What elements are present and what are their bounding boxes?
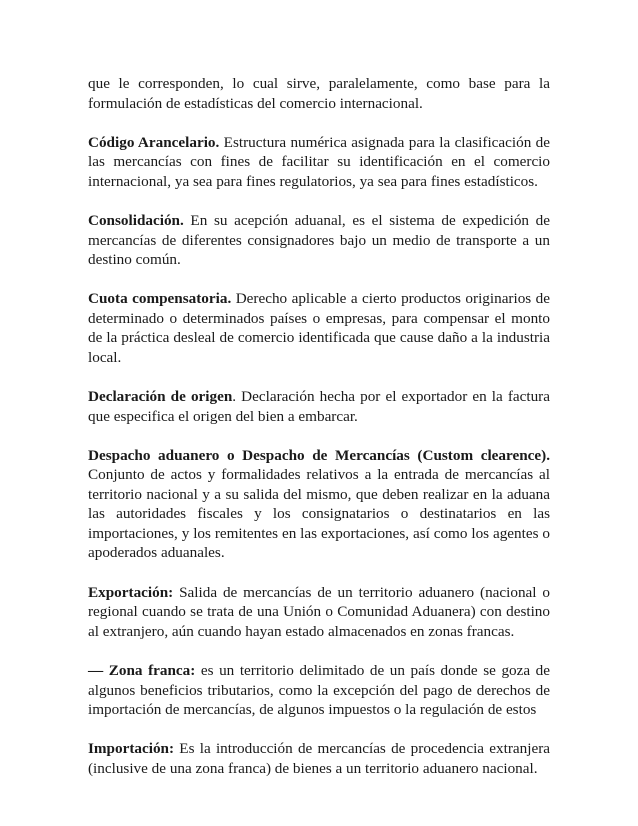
paragraph-continuation — [88, 74, 550, 113]
glossary-term: Consolidación. — [88, 212, 184, 230]
glossary-entry-consolidacion — [88, 211, 550, 270]
glossary-entry-declaracion-de-origen — [88, 387, 550, 426]
glossary-term: — Zona franca: — [88, 662, 196, 680]
glossary-term: Declaración de origen — [88, 388, 233, 406]
glossary-entry-codigo-arancelario — [88, 133, 550, 192]
glossary-term: Despacho aduanero o Despacho de Mercancías (Custom clearence). — [88, 446, 550, 464]
glossary-definition: En su acepción aduanal, es el sistema de expedición de mercancías de diferentes consignadores bajo un medio de transporte a un destino común. — [88, 212, 550, 269]
glossary-entry-importacion — [88, 739, 550, 778]
glossary-entry-exportacion — [88, 583, 550, 642]
glossary-definition: es un territorio delimitado de un país donde se goza de algunos beneficios tributarios, como la excepción del pago de derechos de importación de mercancías, de algunos impuestos o la regulación de estos — [88, 662, 551, 719]
glossary-entry-zona-franca — [88, 661, 550, 720]
glossary-term: Importación: — [88, 740, 175, 758]
glossary-term: Exportación: — [88, 583, 174, 601]
glossary-definition: Derecho aplicable a cierto productos originarios de determinado o determinados países o empresas, para compensar el monto de la práctica desleal de comercio identificada que cause daño a la industria local. — [88, 290, 550, 366]
glossary-entry-cuota-compensatoria — [88, 289, 550, 367]
glossary-entry-despacho-aduanero — [88, 446, 550, 563]
glossary-definition: Conjunto de actos y formalidades relativos a la entrada de mercancías al territorio nacional y a su salida del mismo, que deben realizar en la aduana las autoridades fiscales y los consignatarios o destinatarios en las importaciones, y los remitentes en las exportaciones, así como los agentes o apoderados aduanales. — [88, 466, 550, 562]
document-body — [88, 74, 550, 798]
glossary-definition: . Declaración hecha por el exportador en la factura que especifica el origen del bien a embarcar. — [88, 388, 550, 425]
glossary-term: Cuota compensatoria. — [88, 290, 232, 308]
glossary-definition: Es la introducción de mercancías de procedencia extranjera (inclusive de una zona franca) de bienes a un territorio aduanero nacional. — [88, 740, 550, 777]
glossary-definition: Salida de mercancías de un territorio aduanero (nacional o regional cuando se trata de una Unión o Comunidad Aduanera) con destino al extranjero, aún cuando hayan estado almacenados en zonas francas. — [88, 583, 550, 640]
glossary-term: Código Arancelario. — [88, 133, 220, 151]
paragraph-text: que le corresponden, lo cual sirve, paralelamente, como base para la formulación de estadísticas del comercio internacional. — [88, 75, 550, 112]
glossary-definition: Estructura numérica asignada para la clasificación de las mercancías con fines de facilitar su identificación en el comercio internacional, ya sea para fines regulatorios, ya sea para fines estadísticos. — [88, 133, 550, 190]
